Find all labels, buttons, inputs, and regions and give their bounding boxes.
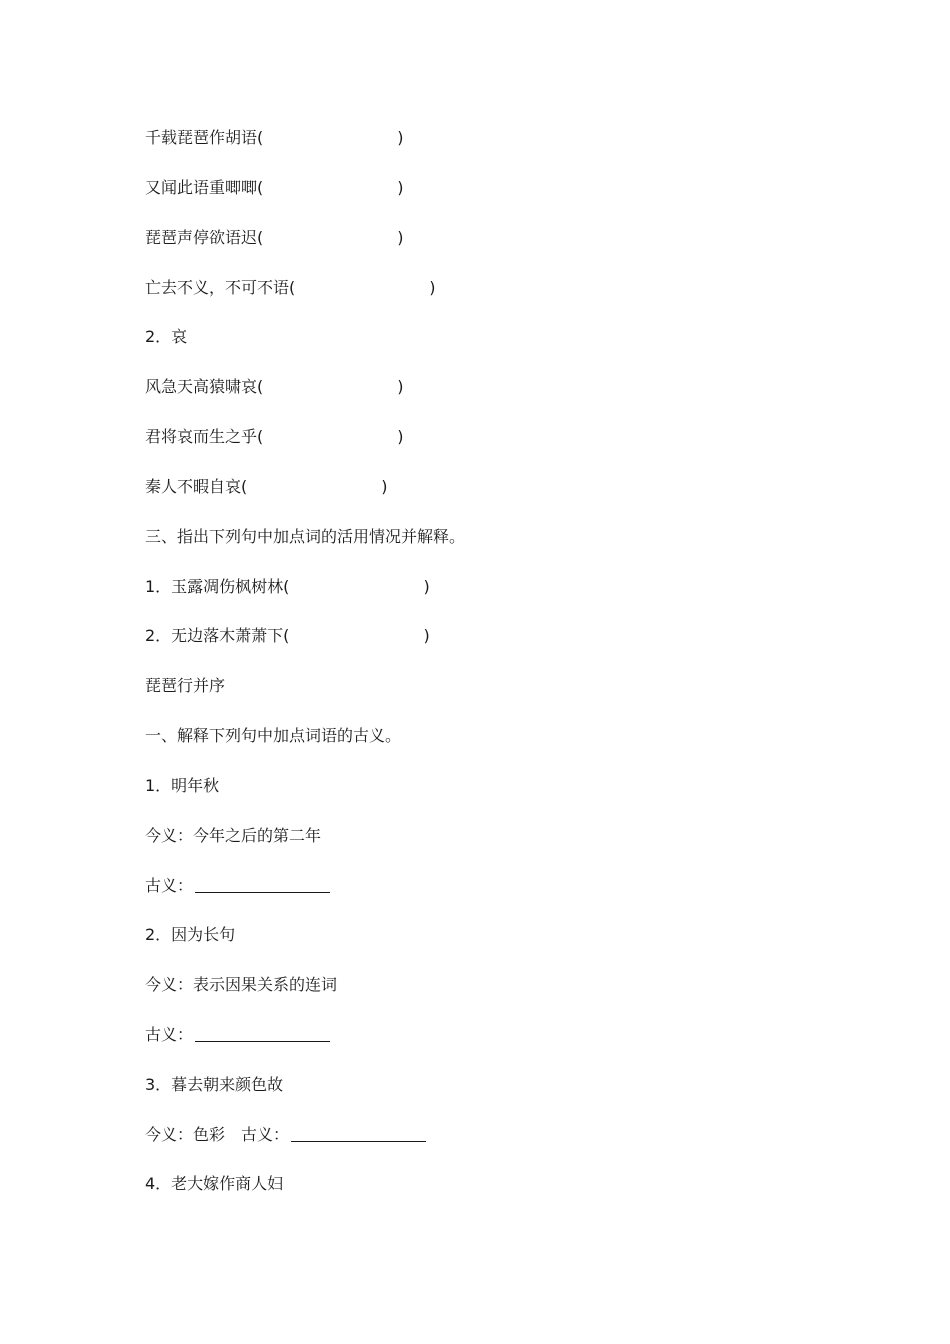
close-paren: ) xyxy=(397,128,404,147)
ancient-meaning-line xyxy=(145,1025,330,1045)
modern-meaning: 今义：表示因果关系的连词 xyxy=(145,975,338,994)
question-line xyxy=(145,427,404,447)
item-heading: 3．暮去朝来颜色故 xyxy=(145,1075,284,1094)
close-paren: ) xyxy=(397,377,404,396)
question-line xyxy=(145,477,388,497)
close-paren: ) xyxy=(397,228,404,247)
ancient-meaning-label: 古义： xyxy=(145,876,194,895)
question-text: 2．无边落木萧萧下( xyxy=(145,626,290,645)
close-paren: ) xyxy=(397,427,404,446)
question-text: 风急天高猿啸哀( xyxy=(145,377,264,396)
section-heading: 一、解释下列句中加点词语的古义。 xyxy=(145,726,402,745)
lesson-title: 琵琶行并序 xyxy=(145,676,226,695)
question-line xyxy=(145,577,430,597)
question-line xyxy=(145,178,404,198)
item-heading: 2．因为长句 xyxy=(145,925,236,944)
question-line xyxy=(145,377,404,397)
question-line xyxy=(145,278,436,298)
answer-blank[interactable] xyxy=(291,1140,426,1142)
meaning-label: 今义：色彩 古义： xyxy=(145,1125,290,1144)
question-text: 秦人不暇自哀( xyxy=(145,477,248,496)
question-text: 君将哀而生之乎( xyxy=(145,427,264,446)
item-heading: 1．明年秋 xyxy=(145,776,220,795)
modern-meaning: 今义：今年之后的第二年 xyxy=(145,826,322,845)
answer-blank[interactable] xyxy=(195,891,330,893)
close-paren: ) xyxy=(423,577,430,596)
question-line xyxy=(145,626,430,646)
close-paren: ) xyxy=(381,477,388,496)
question-text: 1．玉露凋伤枫树林( xyxy=(145,577,290,596)
close-paren: ) xyxy=(423,626,430,645)
question-text: 亡去不义，不可不语( xyxy=(145,278,296,297)
question-line xyxy=(145,228,404,248)
question-line xyxy=(145,128,404,148)
answer-blank[interactable] xyxy=(195,1040,330,1042)
ancient-meaning-label: 古义： xyxy=(145,1025,194,1044)
section-heading: 三、指出下列句中加点词的活用情况并解释。 xyxy=(145,527,466,546)
close-paren: ) xyxy=(397,178,404,197)
ancient-meaning-line xyxy=(145,876,330,896)
question-text: 又闻此语重唧唧( xyxy=(145,178,264,197)
meaning-line xyxy=(145,1125,426,1145)
question-text: 琵琶声停欲语迟( xyxy=(145,228,264,247)
question-text: 千载琵琶作胡语( xyxy=(145,128,264,147)
close-paren: ) xyxy=(429,278,436,297)
item-heading: 4．老大嫁作商人妇 xyxy=(145,1174,284,1193)
heading-line: 2．哀 xyxy=(145,327,188,346)
